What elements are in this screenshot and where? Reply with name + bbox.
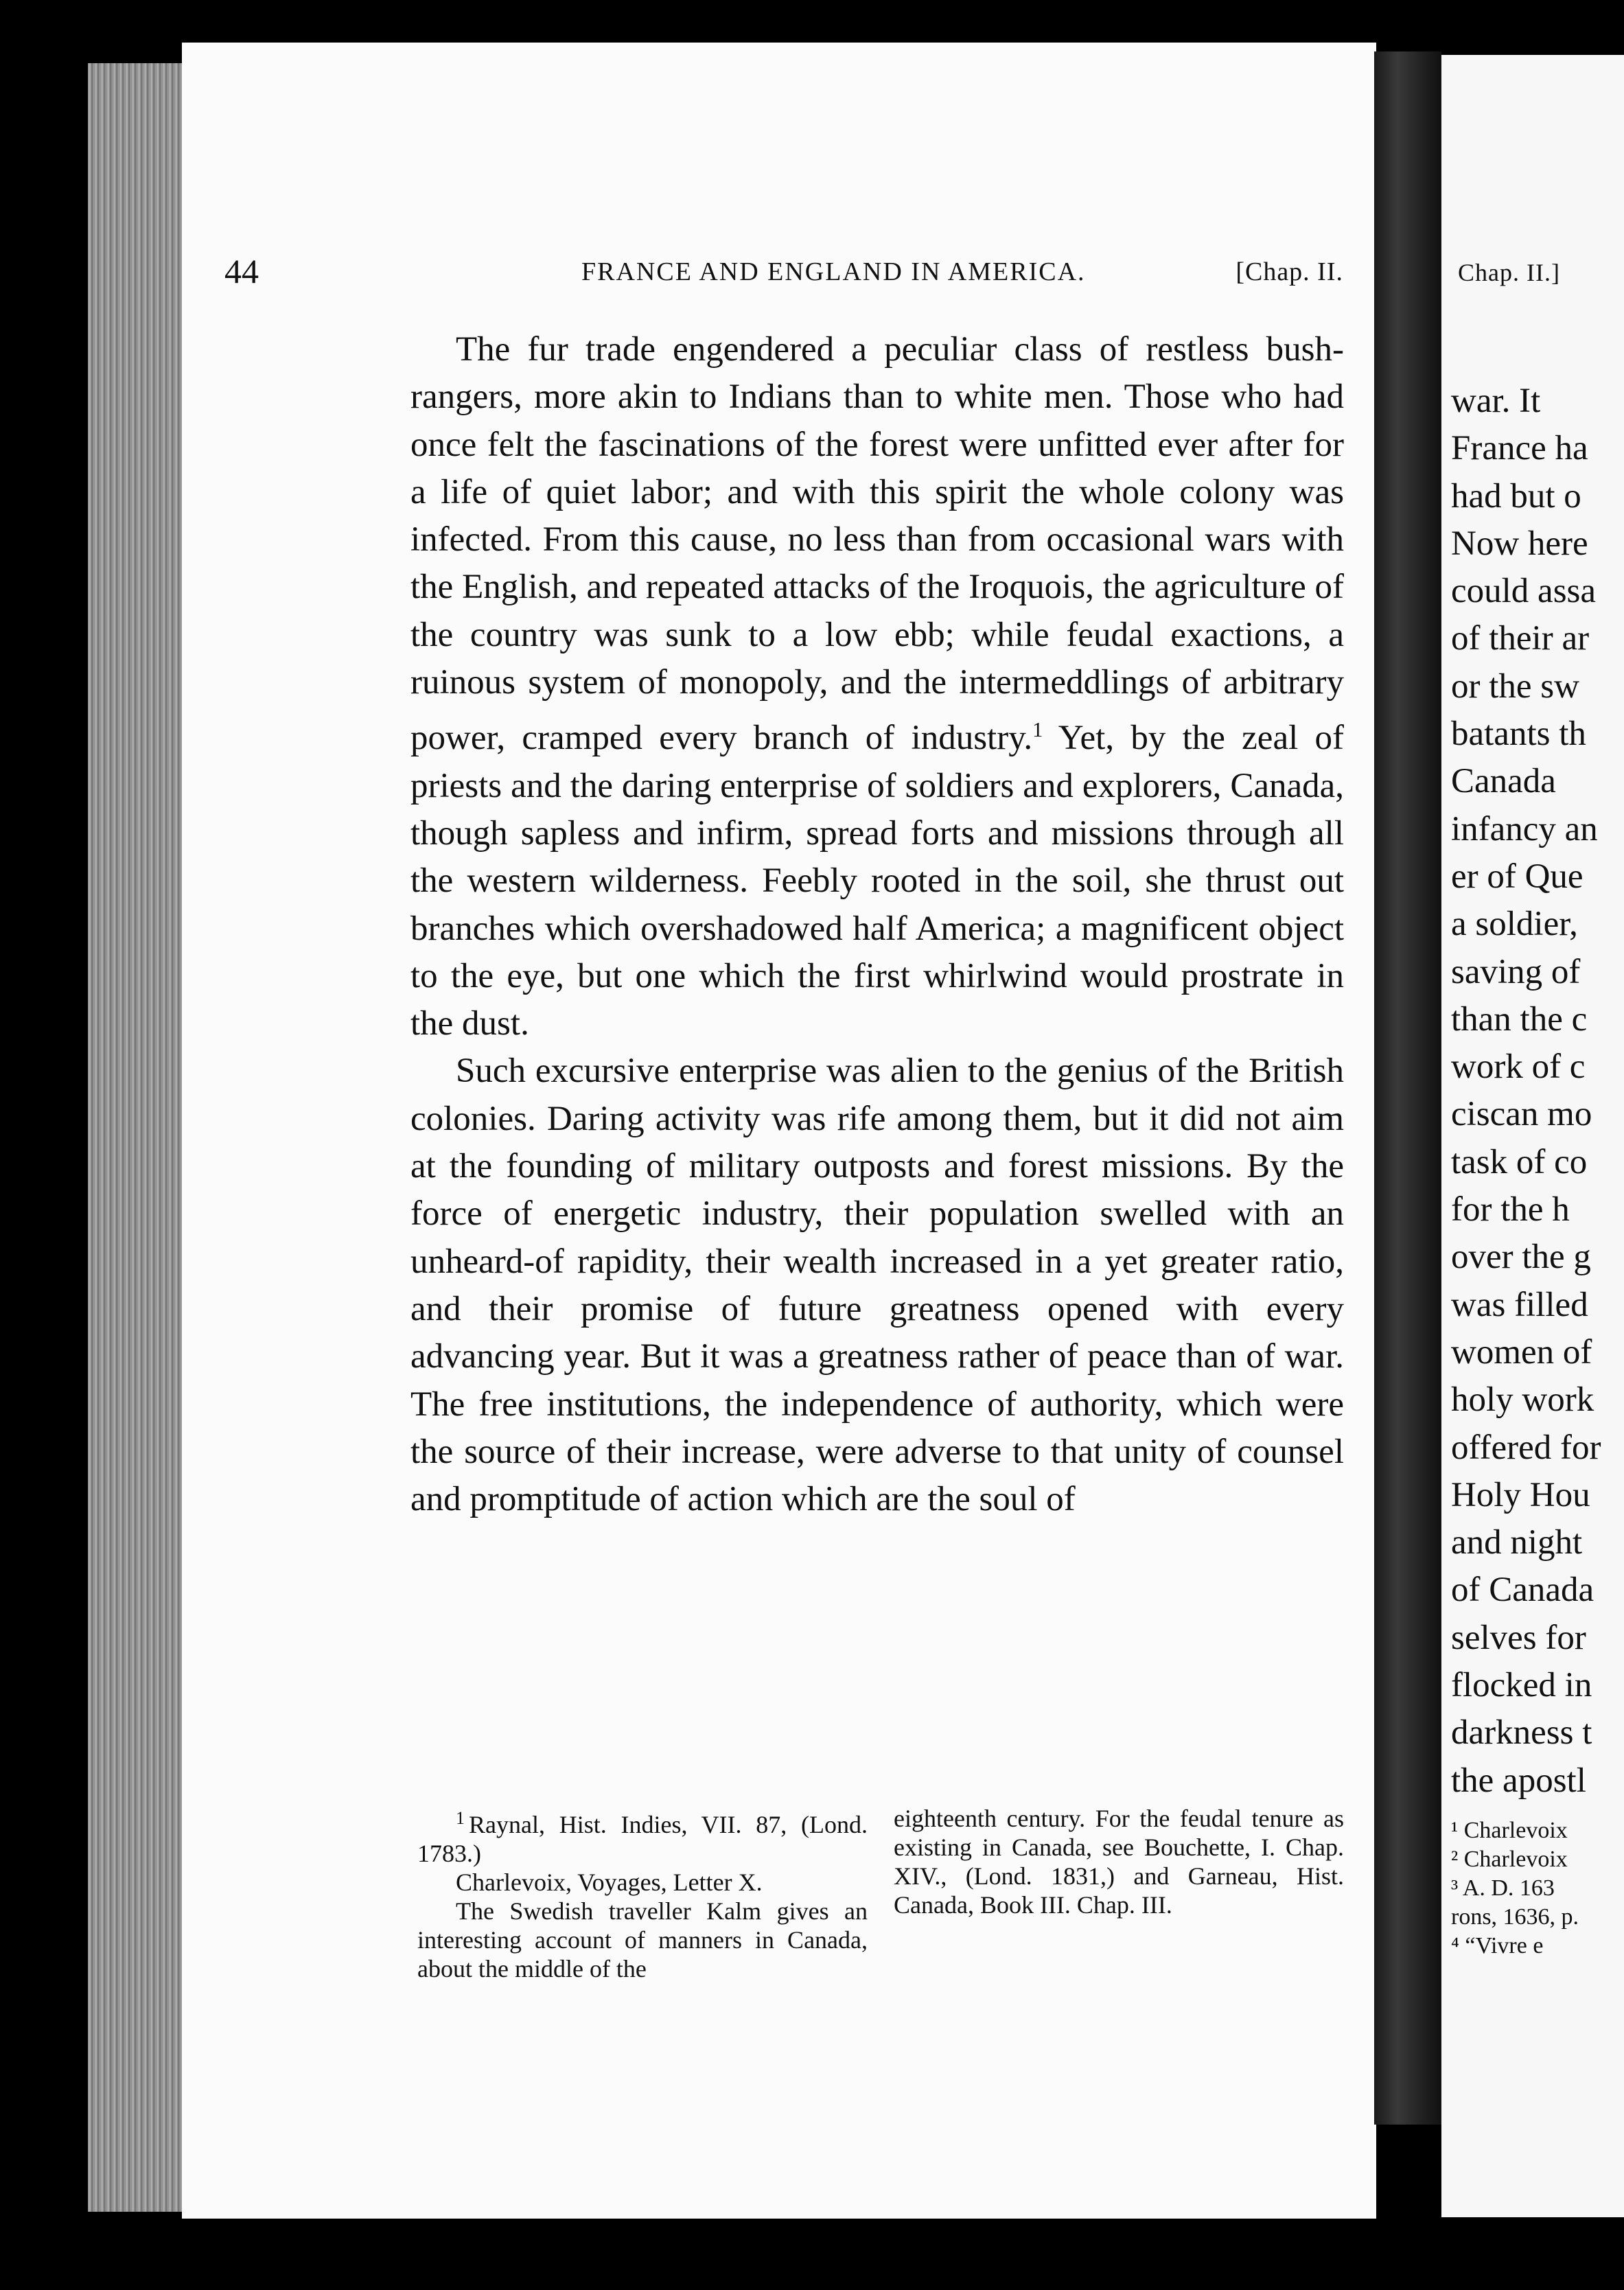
- right-page-line: or the sw: [1451, 667, 1579, 706]
- right-page-line: work of c: [1451, 1048, 1586, 1087]
- right-page-line: offered for: [1451, 1428, 1601, 1467]
- page-edges-left: [88, 63, 184, 2212]
- body-text: [410, 326, 1344, 1523]
- right-page-line: batants th: [1451, 715, 1586, 754]
- running-head: [224, 254, 1343, 288]
- right-page-note: rons, 1636, p.: [1451, 1904, 1579, 1930]
- footnote-reference: 1: [1032, 718, 1043, 742]
- right-page-line: saving of: [1451, 952, 1581, 991]
- chapter-marker: [Chap. II.: [1236, 257, 1343, 286]
- right-page-line: er of Que: [1451, 857, 1584, 896]
- right-page-line: Holy Hou: [1451, 1475, 1590, 1514]
- right-page-line: holy work: [1451, 1380, 1594, 1420]
- paragraph-1: [410, 326, 1344, 1048]
- running-title: FRANCE AND ENGLAND IN AMERICA.: [581, 257, 1086, 286]
- right-page-line: war. It: [1451, 382, 1541, 420]
- footnote-mark: 1: [456, 1808, 465, 1828]
- right-page-line: the apostl: [1451, 1761, 1586, 1800]
- footnote-column-1: [417, 1804, 868, 1983]
- right-page-line: could assa: [1451, 572, 1597, 611]
- right-page-note: ³ A. D. 163: [1451, 1875, 1555, 1901]
- right-page-line: darkness t: [1451, 1713, 1592, 1753]
- right-page-line: ciscan mo: [1451, 1095, 1592, 1134]
- right-page-note: ⁴ “Vivre e: [1451, 1933, 1544, 1958]
- right-page-note: ¹ Charlevoix: [1451, 1818, 1568, 1843]
- right-page-line: over the g: [1451, 1238, 1591, 1277]
- right-page-line: flocked in: [1451, 1666, 1592, 1705]
- right-page-line: Now here: [1451, 524, 1588, 563]
- footnote-column-2: [894, 1804, 1344, 1983]
- right-page-note: ² Charlevoix: [1451, 1847, 1568, 1872]
- right-page-line: of their ar: [1451, 619, 1590, 658]
- paragraph-1-continuation: Yet, by the zeal of priests and the daring enterprise of soldiers and explorers, Canada, though sapless and infirm, spread forts and missions through all the western wilderness. Feebly rooted in the soil, she thrust out branches which overshadowed half America; a magnificent object to the eye, but one which the first whirlwind would prostrate in the dust.: [410, 719, 1344, 1043]
- right-page-line: selves for: [1451, 1618, 1586, 1657]
- page-number: 44: [224, 252, 259, 290]
- footnote-1b: Charlevoix, Voyages, Letter X.: [456, 1869, 763, 1896]
- right-page-line: infancy an: [1451, 809, 1598, 848]
- paragraph-1-text: The fur trade engendered a peculiar class of restless bush-rangers, more akin to Indians than to white men. Those who had once felt the fascinations of the forest were unfitted ever after for a life of quiet labor; and with this spirit the whole colony was infected. From this cause, no less than from occasional wars with the English, and repeated attacks of the Iroquois, the agriculture of the country was sunk to a low ebb; while feudal exactions, a ruinous system of monopoly, and the intermeddlings of arbitrary power, cramped every branch of industry.: [410, 330, 1344, 758]
- right-page-line: France ha: [1451, 429, 1588, 468]
- right-page-head: Chap. II.]: [1458, 259, 1560, 286]
- right-page-line: a soldier,: [1451, 905, 1578, 944]
- right-page-line: task of co: [1451, 1142, 1588, 1181]
- right-page-line: was filled: [1451, 1285, 1588, 1324]
- right-page-lines: [1451, 378, 1601, 1805]
- right-page-line: for the h: [1451, 1190, 1570, 1229]
- right-page-line: had but o: [1451, 476, 1581, 516]
- right-page-notes: [1451, 1816, 1579, 1961]
- paragraph-2: Such excursive enterprise was alien to the genius of the British colonies. Daring activity was rife among them, but it did not aim at the founding of military outposts and forest missions. By the force of energetic industry, their population swelled with an unheard-of rapidity, their wealth increased in a yet greater ratio, and their promise of future greatness opened with every advancing year. But it was a greatness rather of peace than of war. The free institutions, the independence of authority, which were the source of their increase, were adverse to that unity of counsel and promptitude of action which are the soul of: [410, 1052, 1344, 1519]
- footnotes: [417, 1804, 1344, 1983]
- right-page: [1441, 55, 1624, 2217]
- right-page-line: women of: [1451, 1332, 1592, 1372]
- right-page-line: Canada: [1451, 762, 1556, 801]
- right-page-line: than the c: [1451, 999, 1588, 1039]
- footnote-1: [417, 1804, 868, 1868]
- footnote-1-continued: eighteenth century. For the feudal tenure as existing in Canada, see Bouchette, I. Chap. XIV., (Lond. 1831,) and Garneau, Hist. Canada, Book III. Chap. III.: [894, 1805, 1344, 1919]
- footnote-1-text: Raynal, Hist. Indies, VII. 87, (Lond. 1783.): [417, 1811, 868, 1867]
- right-page-line: of Canada: [1451, 1571, 1594, 1610]
- book-gutter: [1374, 51, 1441, 2125]
- right-page-line: and night: [1451, 1523, 1583, 1562]
- footnote-1c: The Swedish traveller Kalm gives an interesting account of manners in Canada, about the middle of the: [417, 1897, 868, 1982]
